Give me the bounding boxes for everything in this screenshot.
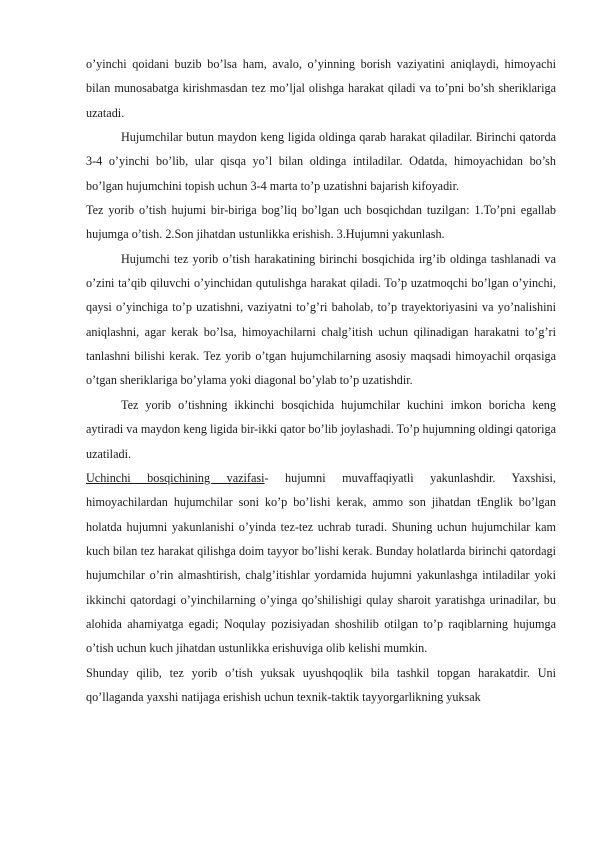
paragraph-closing: Shunday qilib, tez yorib o’tish yuksak uyushqoqlik bila tashkil topgan harakatdir. Uni qo’llaganda yaxshi natijaga erishish uchun texnik-taktik tayyorgarlikning yuksak — [86, 665, 556, 704]
third-stage-text: - hujumni muvaffaqiyatli yakunlashdir. Yaxshisi, himoyachilardan hujumchilar soni ko’p bo’lishi kerak, ammo son jihatdan tEnglik bo’lgan holatda hujumni yakunlanishi o’yinda tez-tez uchrab turadi. Shuning uchun hujumchilar kam kuch bilan tez harakat qilishga doim tayyor bo’lishi kerak. Bunday holatlarda birinchi qatordagi hujumchilar o’rin almashtirish, chalg’itishlar yordamida hujumni yakunlashga intiladilar yoki ikkinchi qatordagi o’yinchilarning o’yinga qo’shilishigi qulay sharoit yaratishga urinadilar, bu alohida ahamiyatga egadi; Noqulay pozisiyadan shoshilib otilgan to’p raqiblarning hujumga o’tish uchun kuch jihatdan ustunlikka erishuviga olib kelishi mumkin. — [86, 470, 556, 656]
paragraph-three-stages: Tez yorib o’tish hujumi bir-biriga bog’liq bo’lgan uch bosqichdan tuzilgan: 1.To’pni egallab hujumga o’tish. 2.Son jihatdan ustunlikka erishish. 3.Hujumni yakunlash. — [86, 203, 556, 242]
third-stage-heading: Uchinchi bosqichining vazifasi — [86, 470, 265, 485]
paragraph-second-stage: Tez yorib o’tishning ikkinchi bosqichida hujumchilar kuchini imkon boricha keng aytiradi va maydon keng ligida bir-ikki qator bo’lib joylashadi. To’p hujumning oldingi qatoriga uzatiladi. — [86, 397, 556, 461]
paragraph-third-stage — [86, 466, 556, 661]
document-page — [86, 52, 556, 709]
paragraph-attackers-movement: Hujumchilar butun maydon keng ligida oldinga qarab harakat qiladilar. Birinchi qatorda 3-4 o’yinchi bo’lib, ular qisqa yo’l bilan oldinga intiladilar. Odatda, himoyachidan bo’sh bo’lgan hujumchini topish uchun 3-4 marta to’p uzatishni bajarish kifoyadir. — [86, 130, 556, 193]
paragraph-continuation: o’yinchi qoidani buzib bo’lsa ham, avalo, o’yinning borish vaziyatini aniqlaydi, himoyachi bilan munosabatga kirishmasdan tez mo’ljal olishga harakat qiladi va to’pni bo’sh sheriklariga uzatadi. — [86, 57, 556, 120]
paragraph-first-stage: Hujumchi tez yorib o’tish harakatining birinchi bosqichida irg’ib oldinga tashlanadi va o’zini ta’qib qiluvchi o’yinchidan qutulishga harakat qiladi. To’p uzatmoqchi bo’lgan o’yinchi, qaysi o’yinchiga to’p uzatishni, vaziyatni to’g’ri baholab, to’p trayektoriyasini va yo’nalishini aniqlashni, agar kerak bo’lsa, himoyachilarni chalg’itish uchun qilinadigan harakatni to’g’ri tanlashni bilishi kerak. Tez yorib o’tgan hujumchilarning asosiy maqsadi himoyachil orqasiga o’tgan sheriklariga bo’ylama yoki diagonal bo’ylab to’p uzatishdir. — [86, 251, 556, 388]
